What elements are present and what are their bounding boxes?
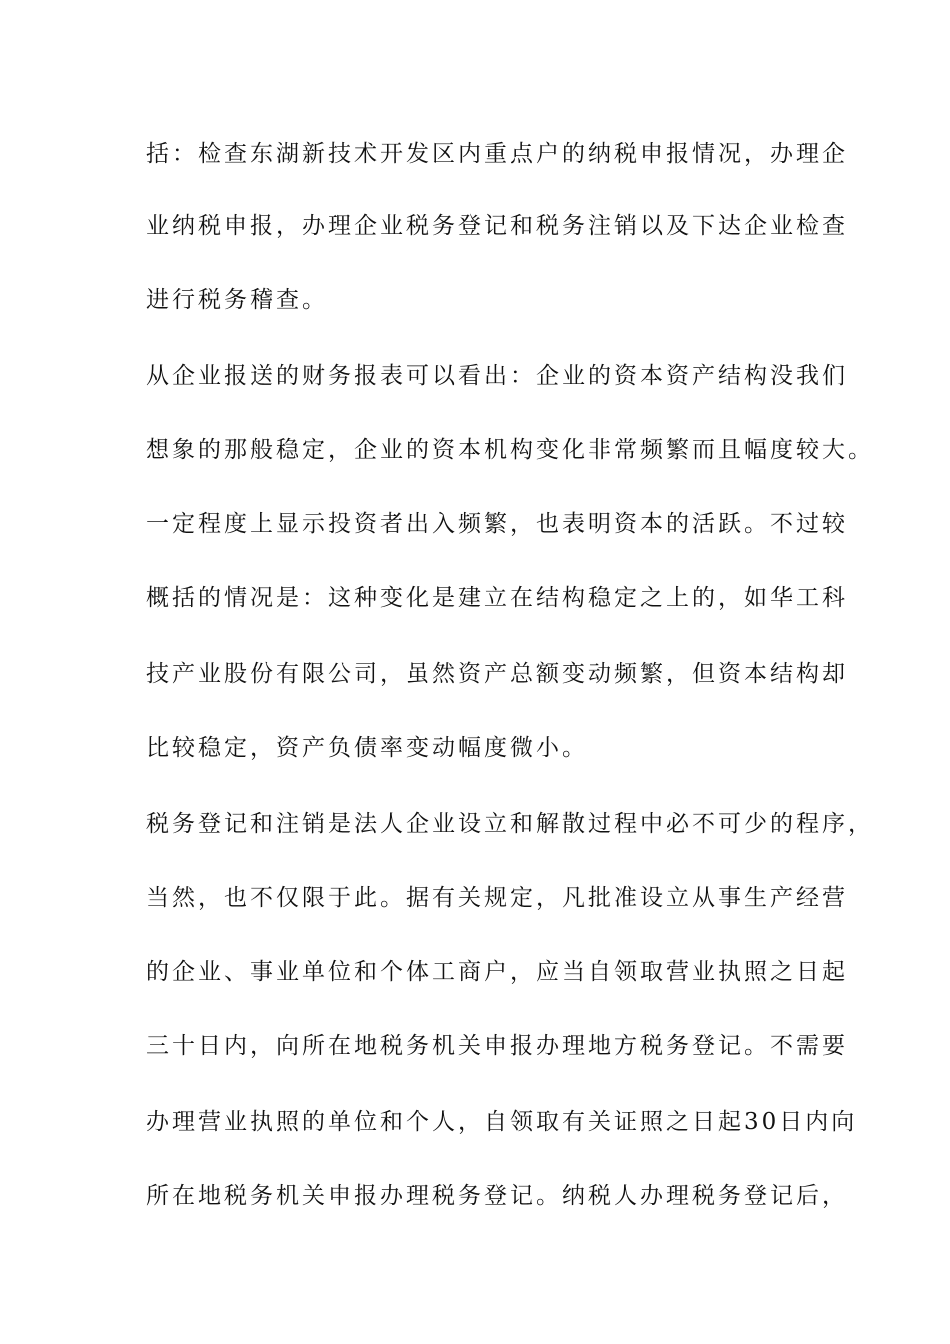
text-line-4: 从企业报送的财务报表可以看出：企业的资本资产结构没我们	[146, 363, 848, 389]
text-line-14: 办理营业执照的单位和个人，自领取有关证照之日起30日内向	[146, 1109, 858, 1135]
text-line-5: 想象的那般稳定，企业的资本机构变化非常频繁而且幅度较大。	[146, 437, 874, 463]
text-line-6: 一定程度上显示投资者出入频繁，也表明资本的活跃。不过较	[146, 511, 848, 537]
text-line-11: 当然，也不仅限于此。据有关规定，凡批准设立从事生产经营	[146, 885, 848, 911]
text-line-10: 税务登记和注销是法人企业设立和解散过程中必不可少的程序，	[146, 811, 874, 837]
text-line-12: 的企业、事业单位和个体工商户，应当自领取营业执照之日起	[146, 959, 848, 985]
text-line-13: 三十日内，向所在地税务机关申报办理地方税务登记。不需要	[146, 1033, 848, 1059]
text-line-3: 进行税务稽查。	[146, 287, 328, 313]
text-line-15: 所在地税务机关申报办理税务登记。纳税人办理税务登记后，	[146, 1183, 848, 1209]
text-line-7: 概括的情况是：这种变化是建立在结构稳定之上的，如华工科	[146, 585, 848, 611]
text-line-1: 括：检查东湖新技术开发区内重点户的纳税申报情况，办理企	[146, 141, 848, 167]
text-line-8: 技产业股份有限公司，虽然资产总额变动频繁，但资本结构却	[146, 661, 848, 687]
text-line-2: 业纳税申报，办理企业税务登记和税务注销以及下达企业检查	[146, 213, 848, 239]
text-line-9: 比较稳定，资产负债率变动幅度微小。	[146, 735, 588, 761]
